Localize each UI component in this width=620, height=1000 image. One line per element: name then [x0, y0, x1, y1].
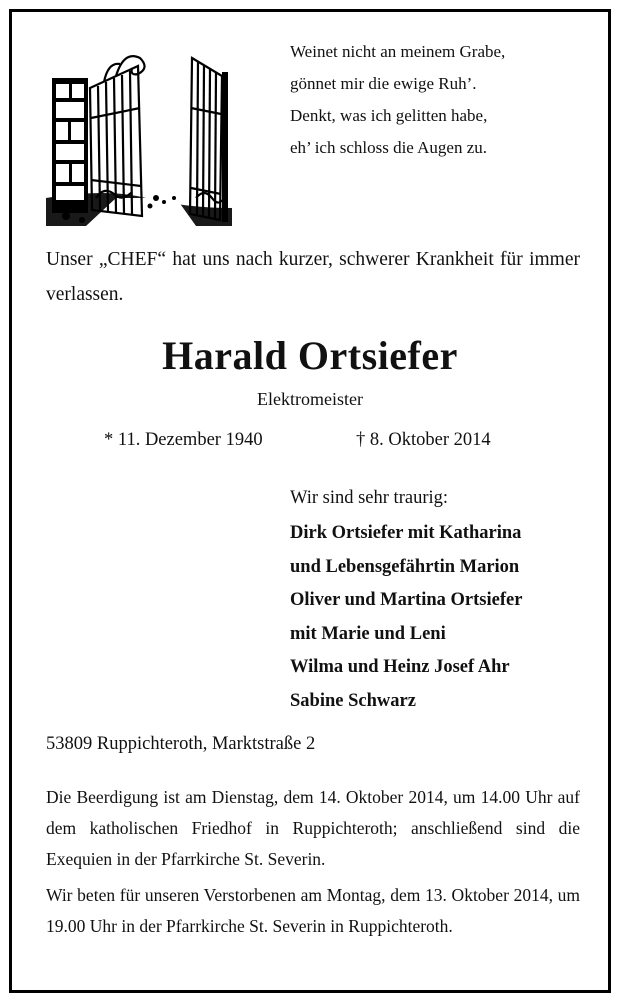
- mourner-line: Dirk Ortsiefer mit Katharina: [290, 523, 522, 543]
- birth-date: * 11. Dezember 1940: [104, 430, 263, 450]
- poem-line: Weinet nicht an meinem Grabe,: [290, 42, 506, 61]
- deceased-name: Harald Ortsiefer: [162, 333, 458, 378]
- poem-line: eh’ ich schloss die Augen zu.: [290, 138, 488, 157]
- poem-line: gönnet mir die ewige Ruh’.: [290, 74, 477, 93]
- intro-text: Unser „CHEF“ hat uns nach kurzer, schwerer Krankheit für immer verlassen.: [46, 249, 580, 305]
- open-gate-icon: [46, 48, 232, 226]
- death-date: † 8. Oktober 2014: [356, 430, 491, 450]
- mourner-line: mit Marie und Leni: [290, 623, 446, 644]
- mourner-line: und Lebensgefährtin Marion: [290, 556, 520, 577]
- poem: [290, 36, 590, 164]
- poem-line: Denkt, was ich gelitten habe,: [290, 106, 488, 125]
- mourner-line: Sabine Schwarz: [290, 690, 416, 711]
- deceased-profession: Elektromeister: [257, 389, 363, 409]
- mourner-line: Wilma und Heinz Josef Ahr: [290, 657, 510, 677]
- funeral-info: Die Beerdigung ist am Dienstag, dem 14. Oktober 2014, um 14.00 Uhr auf dem katholischen Friedhof in Ruppichteroth; anschließend sind die Exequien in der Pfarrkirche St. Severin.: [46, 787, 580, 869]
- mourner-line: Oliver und Martina Ortsiefer: [290, 590, 523, 610]
- mourners-intro: Wir sind sehr traurig:: [290, 488, 449, 508]
- obituary-notice: [9, 9, 611, 993]
- mourners-list: [290, 517, 522, 718]
- address: 53809 Ruppichteroth, Marktstraße 2: [46, 734, 316, 754]
- prayer-info: Wir beten für unseren Verstorbenen am Montag, dem 13. Oktober 2014, um 19.00 Uhr in der Pfarrkirche St. Severin in Ruppichteroth.: [46, 885, 580, 936]
